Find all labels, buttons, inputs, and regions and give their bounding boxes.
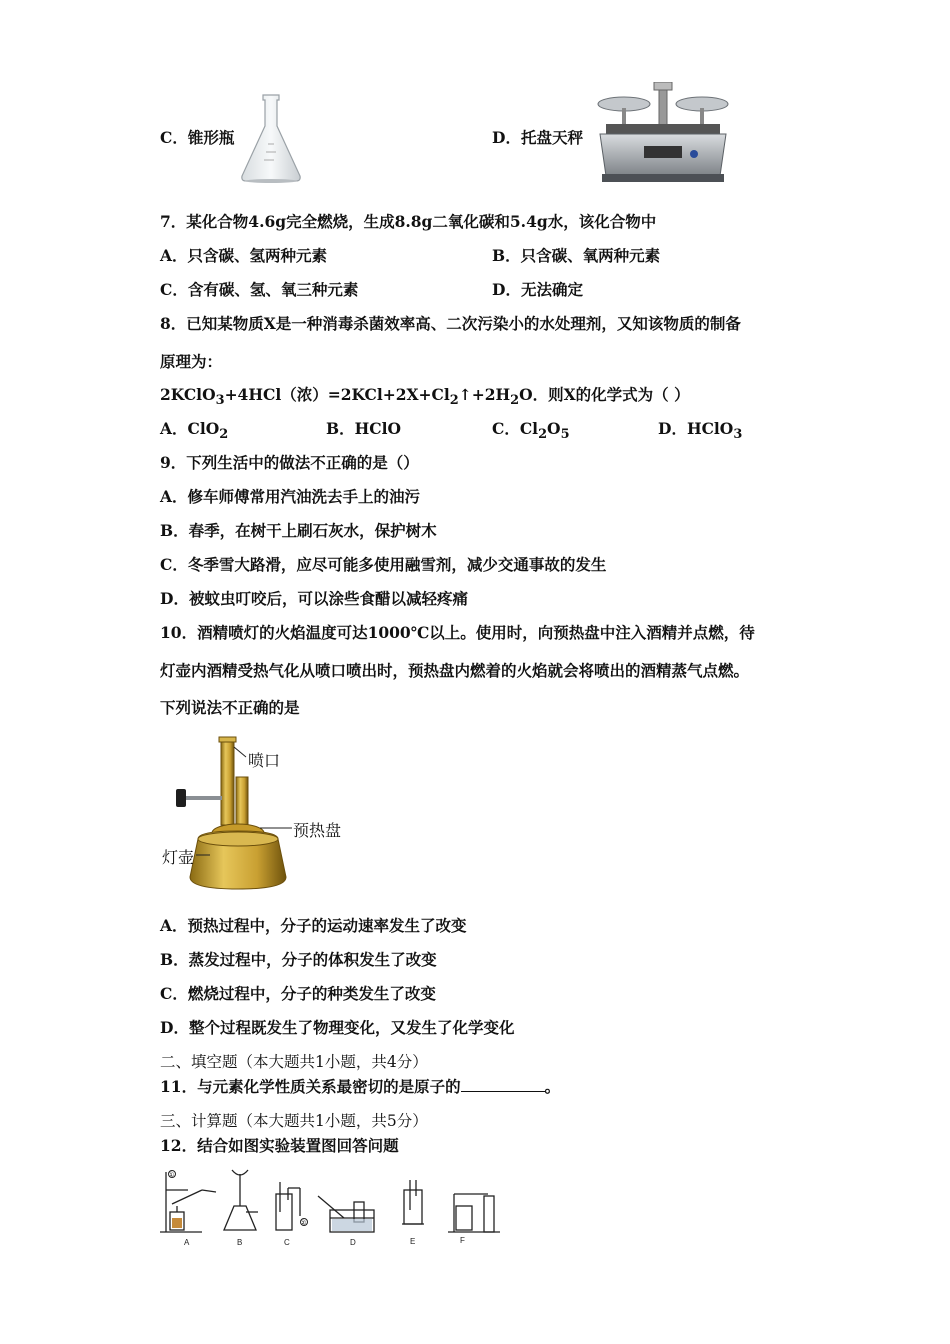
q8-option-d: D．HClO$_3$ [658,419,743,443]
section-3-heading: 三、计算题（本大题共1小题，共5分） [160,1112,428,1130]
q8-stem-line2: 原理为： [160,352,223,371]
apparatus-label-d: D [350,1238,356,1247]
q10-option-d: D．整个过程既发生了物理变化，又发生了化学变化 [160,1018,515,1037]
label-nozzle: 喷口 [248,751,281,770]
q9-option-b: B．春季，在树干上刷石灰水，保护树木 [160,521,437,540]
platform-balance-image [594,82,732,184]
q8-option-b: B．HClO [326,419,401,438]
apparatus-label-e: E [410,1237,416,1246]
q8-option-a: A．ClO$_2$ [160,419,229,443]
q9-option-d: D．被蚊虫叮咬后，可以涂些食醋以减轻疼痛 [160,589,468,608]
q7-option-a: A．只含碳、氢两种元素 [160,246,328,265]
q6-option-c: C．锥形瓶 [160,128,235,147]
q10-stem-line1: 10．酒精喷灯的火焰温度可达1000℃以上。使用时，向预热盘中注入酒精并点燃，待 [160,623,755,642]
q9-stem: 9．下列生活中的做法不正确的是（） [160,453,419,472]
q8-equation: 2KClO$_3$+4HCl（浓）$=2KCl+2X+Cl_2↑+2H_2O$．则X的化学式为（ ） [160,385,690,409]
q8-stem-line1: 8．已知某物质X是一种消毒杀菌效率高、二次污染小的水处理剂，又知该物质的制备 [160,314,741,333]
apparatus-mark-1: ① [168,1171,175,1179]
q12-stem: 12．结合如图实验装置图回答问题 [160,1136,399,1155]
q6-option-d: D．托盘天秤 [492,128,583,147]
apparatus-label-f: F [460,1236,465,1245]
q7-option-d: D．无法确定 [492,280,583,299]
apparatus-label-b: B [237,1238,243,1247]
experiment-apparatus-diagram [158,1166,504,1250]
q8-option-c: C．$Cl_2O_5$ [492,419,570,443]
q10-stem-line3: 下列说法不正确的是 [160,698,300,717]
q9-option-a: A．修车师傅常用汽油洗去手上的油污 [160,487,421,506]
apparatus-label-c: C [284,1238,290,1247]
q10-option-a: A．预热过程中，分子的运动速率发生了改变 [160,916,467,935]
apparatus-label-a: A [184,1238,190,1247]
section-2-heading: 二、填空题（本大题共1小题，共4分） [160,1053,428,1071]
label-lamp-pot: 灯壶 [162,848,195,867]
label-preheat-plate: 预热盘 [293,821,342,840]
q7-stem: 7．某化合物4.6g完全燃烧，生成8.8g二氧化碳和5.4g水，该化合物中 [160,212,657,231]
q10-option-b: B．蒸发过程中，分子的体积发生了改变 [160,950,437,969]
q11-stem: 11．与元素化学性质关系最密切的是原子的 。 [160,1077,561,1096]
apparatus-mark-2: ② [300,1219,307,1227]
answer-blank[interactable] [461,1077,545,1092]
q10-option-c: C．燃烧过程中，分子的种类发生了改变 [160,984,436,1003]
q7-option-b: B．只含碳、氧两种元素 [492,246,661,265]
q7-option-c: C．含有碳、氢、氧三种元素 [160,280,359,299]
q10-stem-line2: 灯壶内酒精受热气化从喷口喷出时，预热盘内燃着的火焰就会将喷出的酒精蒸气点燃。 [160,661,750,680]
q9-option-c: C．冬季雪大路滑，应尽可能多使用融雪剂，减少交通事故的发生 [160,555,607,574]
erlenmeyer-flask-image [238,92,304,184]
